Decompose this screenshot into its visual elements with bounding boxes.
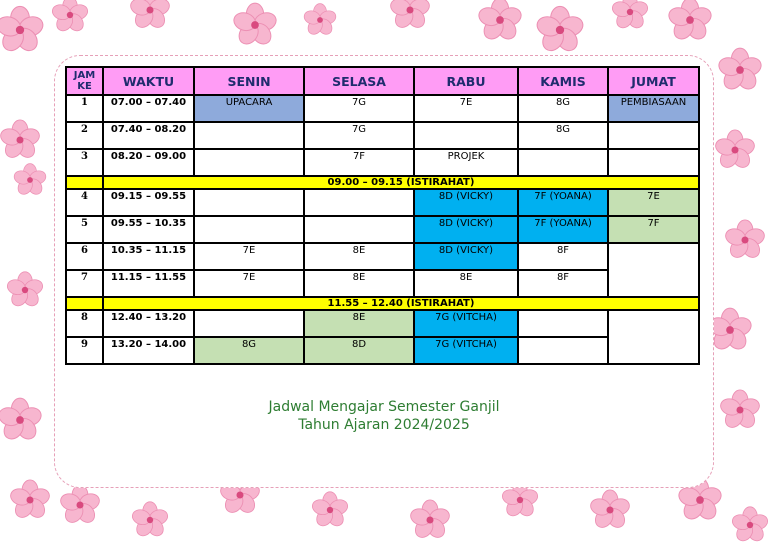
table-header-row <box>66 67 699 95</box>
cherry-blossom-icon <box>718 388 762 432</box>
table-row <box>66 189 699 216</box>
cell-rabu: PROJEK <box>414 149 518 176</box>
cell-jumat <box>608 122 699 149</box>
period-time: 10.35 – 11.15 <box>103 243 194 270</box>
cell-selasa: 8E <box>304 270 414 297</box>
table-row <box>66 149 699 176</box>
schedule-caption <box>54 398 714 434</box>
period-time: 13.20 – 14.00 <box>103 337 194 364</box>
cherry-blossom-icon <box>476 0 524 44</box>
period-number: 6 <box>66 243 103 270</box>
cell-kamis <box>518 149 608 176</box>
period-number: 2 <box>66 122 103 149</box>
schedule-table <box>65 66 700 365</box>
cell-senin <box>194 149 304 176</box>
table-row <box>66 337 699 364</box>
table-row <box>66 216 699 243</box>
cherry-blossom-icon <box>302 2 338 38</box>
cell-rabu: 7G (VITCHA) <box>414 337 518 364</box>
cell-kamis: 8G <box>518 95 608 122</box>
cherry-blossom-icon <box>50 0 90 35</box>
period-time: 11.15 – 11.55 <box>103 270 194 297</box>
cherry-blossom-icon <box>713 128 757 172</box>
cell-jumat <box>608 310 699 364</box>
cherry-blossom-icon <box>5 270 45 310</box>
period-number: 9 <box>66 337 103 364</box>
table-row <box>66 270 699 297</box>
break-row <box>66 176 699 189</box>
cell-rabu: 8D (VICKY) <box>414 243 518 270</box>
cell-kamis: 8F <box>518 270 608 297</box>
cherry-blossom-icon <box>12 162 48 198</box>
cell-senin <box>194 216 304 243</box>
cherry-blossom-icon <box>8 478 52 522</box>
cell-selasa: 7G <box>304 95 414 122</box>
cherry-blossom-icon <box>58 483 102 527</box>
break-label: 11.55 – 12.40 (ISTIRAHAT) <box>103 297 699 310</box>
cherry-blossom-icon <box>0 4 46 56</box>
cherry-blossom-icon <box>310 490 350 530</box>
break-row <box>66 297 699 310</box>
cell-kamis <box>518 337 608 364</box>
cell-selasa: 7G <box>304 122 414 149</box>
cell-selasa: 8E <box>304 310 414 337</box>
table-row <box>66 95 699 122</box>
break-spacer <box>66 297 103 310</box>
cell-senin <box>194 189 304 216</box>
period-time: 08.20 – 09.00 <box>103 149 194 176</box>
cell-rabu: 7E <box>414 95 518 122</box>
cell-kamis: 8F <box>518 243 608 270</box>
cell-jumat <box>608 243 699 297</box>
cell-kamis: 7F (YOANA) <box>518 216 608 243</box>
cell-selasa: 8E <box>304 243 414 270</box>
cell-kamis: 7F (YOANA) <box>518 189 608 216</box>
period-time: 09.55 – 10.35 <box>103 216 194 243</box>
cherry-blossom-icon <box>128 0 172 32</box>
header-senin: SENIN <box>194 67 304 95</box>
cell-kamis <box>518 310 608 337</box>
cell-senin <box>194 310 304 337</box>
cell-rabu: 8E <box>414 270 518 297</box>
break-label: 09.00 – 09.15 (ISTIRAHAT) <box>103 176 699 189</box>
period-number: 8 <box>66 310 103 337</box>
cell-jumat: PEMBIASAAN <box>608 95 699 122</box>
caption-title: Jadwal Mengajar Semester Ganjil <box>268 399 500 415</box>
cell-jumat: 7F <box>608 216 699 243</box>
cherry-blossom-icon <box>723 218 767 262</box>
cell-rabu <box>414 122 518 149</box>
cell-selasa: 7F <box>304 149 414 176</box>
cherry-blossom-icon <box>610 0 650 32</box>
header-rabu: RABU <box>414 67 518 95</box>
header-kamis: KAMIS <box>518 67 608 95</box>
cell-selasa: 8D <box>304 337 414 364</box>
cherry-blossom-icon <box>130 500 170 540</box>
cell-kamis: 8G <box>518 122 608 149</box>
header-waktu: WAKTU <box>103 67 194 95</box>
cell-senin: 7E <box>194 243 304 270</box>
header-jumat: JUMAT <box>608 67 699 95</box>
period-number: 5 <box>66 216 103 243</box>
cherry-blossom-icon <box>0 118 42 162</box>
period-number: 7 <box>66 270 103 297</box>
table-row <box>66 243 699 270</box>
cell-jumat: 7E <box>608 189 699 216</box>
cell-senin: 7E <box>194 270 304 297</box>
cell-senin: UPACARA <box>194 95 304 122</box>
period-time: 07.40 – 08.20 <box>103 122 194 149</box>
cell-selasa <box>304 216 414 243</box>
period-time: 12.40 – 13.20 <box>103 310 194 337</box>
cell-rabu: 7G (VITCHA) <box>414 310 518 337</box>
cell-senin: 8G <box>194 337 304 364</box>
cell-rabu: 8D (VICKY) <box>414 216 518 243</box>
cherry-blossom-icon <box>716 46 764 94</box>
cell-senin <box>194 122 304 149</box>
period-time: 07.00 – 07.40 <box>103 95 194 122</box>
cell-jumat <box>608 149 699 176</box>
cherry-blossom-icon <box>534 4 586 56</box>
break-spacer <box>66 176 103 189</box>
cherry-blossom-icon <box>0 396 44 444</box>
period-number: 4 <box>66 189 103 216</box>
table-row <box>66 310 699 337</box>
header-jam-ke: JAM KE <box>66 67 103 95</box>
period-time: 09.15 – 09.55 <box>103 189 194 216</box>
cherry-blossom-icon <box>666 0 714 44</box>
cherry-blossom-icon <box>231 1 279 49</box>
header-selasa: SELASA <box>304 67 414 95</box>
cherry-blossom-icon <box>730 505 768 545</box>
cell-rabu: 8D (VICKY) <box>414 189 518 216</box>
caption-subtitle: Tahun Ajaran 2024/2025 <box>298 417 470 433</box>
cell-selasa <box>304 189 414 216</box>
period-number: 1 <box>66 95 103 122</box>
cherry-blossom-icon <box>408 498 452 542</box>
cherry-blossom-icon <box>388 0 432 32</box>
cherry-blossom-icon <box>588 488 632 532</box>
table-row <box>66 122 699 149</box>
period-number: 3 <box>66 149 103 176</box>
